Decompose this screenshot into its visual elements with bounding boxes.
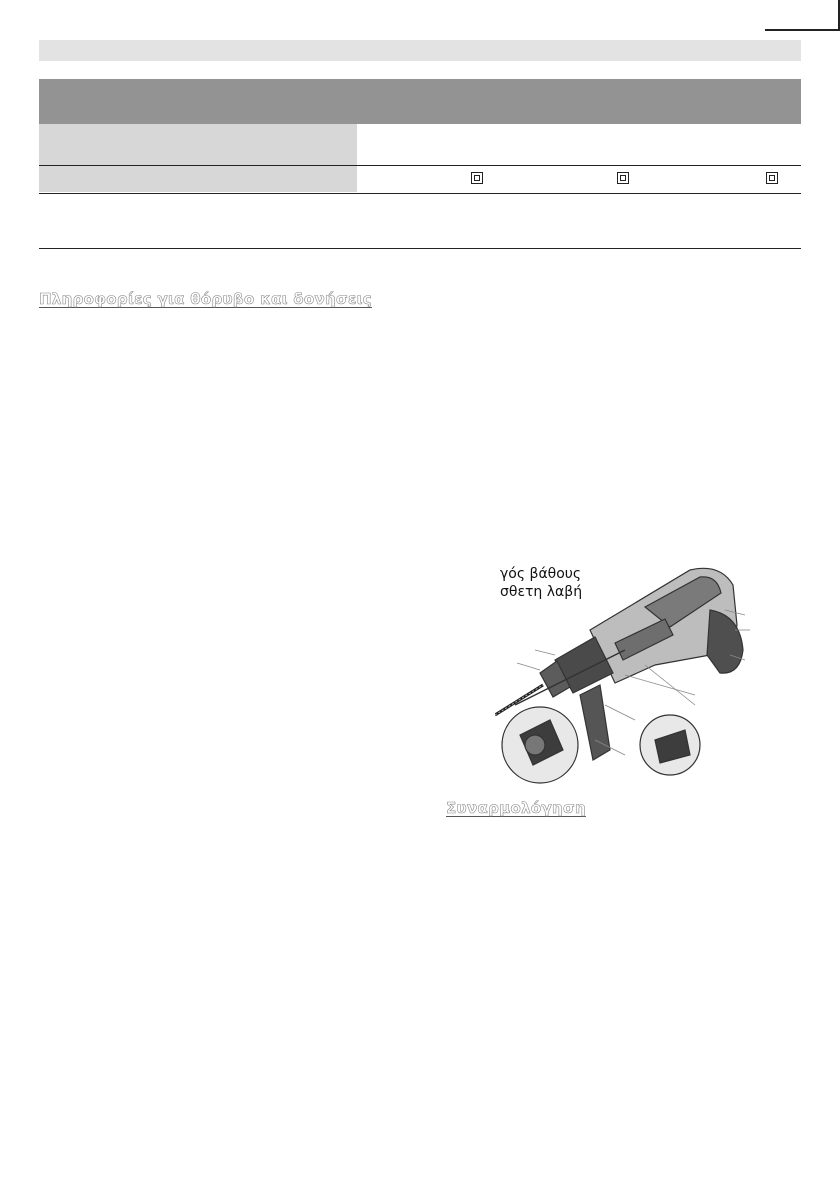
assembly-heading: Συναρμολόγηση: [446, 799, 586, 817]
page-top-edge: [0, 0, 840, 1]
class-ii-insulation-icon: [617, 172, 629, 184]
noise-vibration-heading: Πληροφορίες για θόρυβο και δονήσεις: [39, 290, 372, 308]
table-row-label-cell: [39, 166, 357, 192]
table-divider: [39, 193, 801, 194]
class-ii-insulation-icon: [471, 172, 483, 184]
table-row-label-cell: [39, 124, 357, 165]
crop-mark: [765, 0, 840, 31]
table-header-band: [39, 40, 801, 61]
figure-caption-line: γός βάθους: [500, 566, 582, 582]
figure-caption-line: σθετη λαβή: [500, 584, 583, 600]
class-ii-insulation-icon: [766, 172, 778, 184]
table-divider: [39, 165, 801, 166]
table-divider: [39, 248, 801, 249]
table-title-band: [39, 79, 801, 124]
